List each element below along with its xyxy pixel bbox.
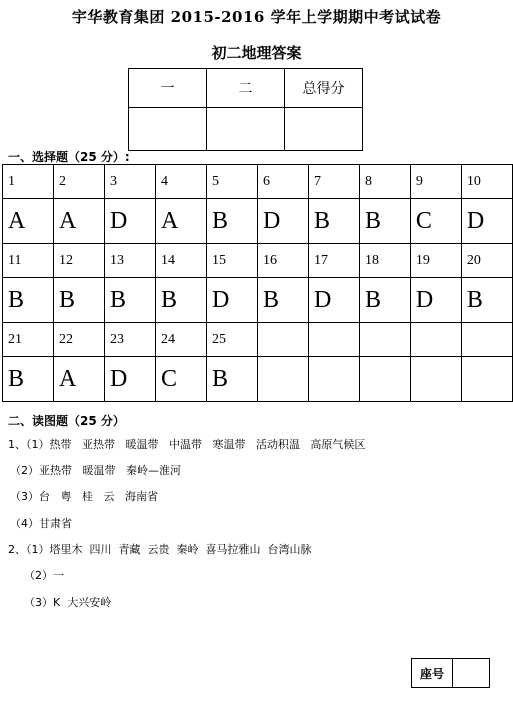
answer-cell: A (54, 199, 105, 244)
question-number-row (3, 323, 513, 357)
answer-line-4: （4）甘肃省 (10, 517, 72, 530)
score-cell-section1 (129, 108, 207, 151)
answer-cell: D (309, 278, 360, 323)
answer-cell: B (105, 278, 156, 323)
answer-row (3, 357, 513, 402)
score-header-section2: 二 (207, 69, 285, 108)
answer-cell (258, 357, 309, 402)
question-number: 6 (258, 165, 309, 199)
section1-heading: 一、选择题（25 分）: (8, 150, 130, 164)
exam-title: 宇华教育集团 2015-2016 学年上学期期中考试试卷 (71, 8, 442, 26)
question-number: 1 (3, 165, 54, 199)
question-number: 3 (105, 165, 156, 199)
answer-cell: B (258, 278, 309, 323)
answer-cell: B (156, 278, 207, 323)
answer-cell: D (410, 278, 461, 323)
section2-heading: 二、读图题（25 分） (8, 414, 125, 428)
answer-table (2, 164, 513, 402)
seat-number-field[interactable] (453, 659, 490, 688)
seat-number-box (411, 658, 490, 688)
question-number-row (3, 165, 513, 199)
score-header-total: 总得分 (285, 69, 363, 108)
question-number-row (3, 244, 513, 278)
answer-line-1: 1、（1）热带 亚热带 暖温带 中温带 寒温带 活动积温 高原气候区 (8, 438, 366, 451)
question-number: 23 (105, 323, 156, 357)
answer-cell: B (3, 278, 54, 323)
answer-cell: B (360, 199, 411, 244)
answer-cell: B (461, 278, 512, 323)
answer-cell: A (156, 199, 207, 244)
score-cell-section2 (207, 108, 285, 151)
answer-cell: B (309, 199, 360, 244)
answer-cell: B (207, 199, 258, 244)
score-header-section1: 一 (129, 69, 207, 108)
answer-line-3: （3）台 粤 桂 云 海南省 (10, 490, 158, 503)
answer-cell: D (461, 199, 512, 244)
score-table (128, 68, 363, 151)
answer-cell (410, 357, 461, 402)
seat-number-label: 座号 (412, 659, 453, 688)
answer-row (3, 278, 513, 323)
question-number: 9 (410, 165, 461, 199)
question-number: 25 (207, 323, 258, 357)
question-number: 4 (156, 165, 207, 199)
answer-line-2: （2）亚热带 暖温带 秦岭—淮河 (10, 464, 181, 477)
answer-cell: A (3, 199, 54, 244)
answer-cell: D (258, 199, 309, 244)
answer-cell (360, 357, 411, 402)
question-number (360, 323, 411, 357)
question-number (410, 323, 461, 357)
answer-cell: B (3, 357, 54, 402)
question-number: 19 (410, 244, 461, 278)
question-number (258, 323, 309, 357)
question-number: 20 (461, 244, 512, 278)
answer-cell: B (207, 357, 258, 402)
question-number: 21 (3, 323, 54, 357)
question-number: 8 (360, 165, 411, 199)
question-number: 13 (105, 244, 156, 278)
answer-cell: D (105, 199, 156, 244)
answer-cell (461, 357, 512, 402)
answer-cell: B (54, 278, 105, 323)
question-number: 12 (54, 244, 105, 278)
answer-line-6: （2）一 (24, 569, 64, 582)
answer-subtitle: 初二地理答案 (211, 44, 302, 62)
question-number: 7 (309, 165, 360, 199)
score-cell-total (285, 108, 363, 151)
question-number: 17 (309, 244, 360, 278)
question-number: 2 (54, 165, 105, 199)
answer-cell: D (207, 278, 258, 323)
question-number: 14 (156, 244, 207, 278)
question-number: 16 (258, 244, 309, 278)
question-number: 10 (461, 165, 512, 199)
question-number (461, 323, 512, 357)
answer-cell: B (360, 278, 411, 323)
answer-cell: C (410, 199, 461, 244)
question-number: 24 (156, 323, 207, 357)
question-number: 15 (207, 244, 258, 278)
answer-cell: D (105, 357, 156, 402)
answer-line-5: 2、（1）塔里木 四川 青藏 云贵 秦岭 喜马拉雅山 台湾山脉 (8, 543, 312, 556)
answer-line-7: （3）K 大兴安岭 (24, 596, 112, 609)
question-number: 5 (207, 165, 258, 199)
answer-cell (309, 357, 360, 402)
answer-cell: A (54, 357, 105, 402)
question-number: 18 (360, 244, 411, 278)
question-number (309, 323, 360, 357)
question-number: 11 (3, 244, 54, 278)
answer-row (3, 199, 513, 244)
answer-cell: C (156, 357, 207, 402)
question-number: 22 (54, 323, 105, 357)
